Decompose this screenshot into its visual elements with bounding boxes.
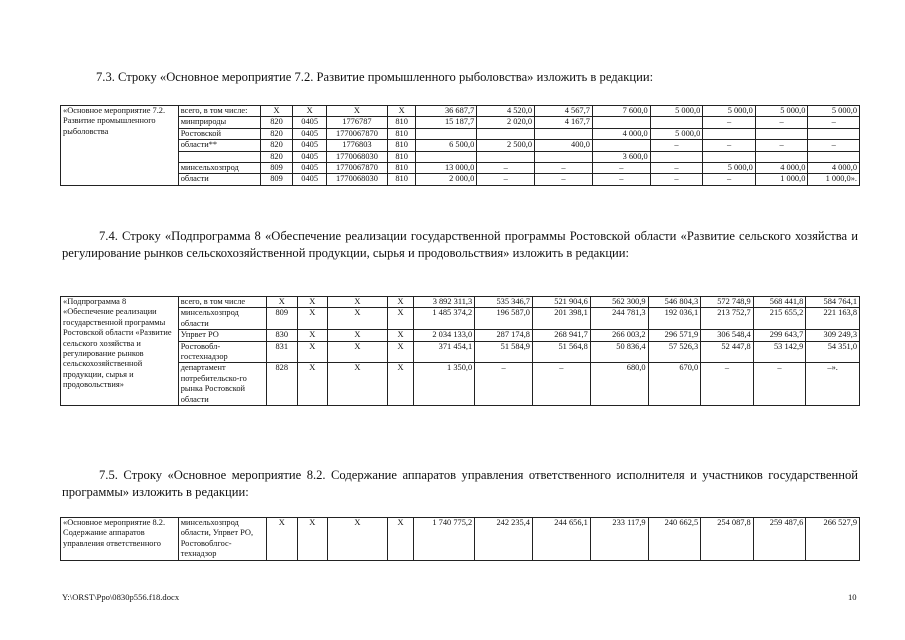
amount-cell-4: 266 003,2 [590, 330, 648, 341]
amount-cell-1 [416, 151, 477, 162]
amount-cell-4: 680,0 [590, 363, 648, 406]
footer-page-number: 10 [848, 592, 857, 602]
amount-cell-2: 2 500,0 [477, 140, 535, 151]
amount-cell-7: 5 000,0 [755, 106, 808, 117]
grbs-cell: 820 [260, 151, 293, 162]
csr-cell: X [328, 308, 388, 330]
grbs-cell: 809 [267, 308, 297, 330]
rzpr-cell: 0405 [293, 140, 327, 151]
amount-cell-2: – [475, 363, 533, 406]
amount-cell-4: – [592, 163, 650, 174]
rzpr-cell: X [297, 297, 327, 308]
csr-cell: 1770068030 [326, 174, 387, 185]
amount-cell-8: 4 000,0 [808, 163, 860, 174]
amount-cell-3: 4 167,7 [535, 117, 593, 128]
table-row [61, 174, 860, 185]
table-row [61, 163, 860, 174]
amount-cell-5: 296 571,9 [648, 330, 701, 341]
amount-cell-3: – [535, 163, 593, 174]
amount-cell-6: – [703, 117, 756, 128]
amount-cell-2: 2 020,0 [477, 117, 535, 128]
amount-cell-2: 4 520,0 [477, 106, 535, 117]
amount-cell-4: 233 117,9 [590, 518, 648, 561]
amount-cell-4 [592, 140, 650, 151]
rzpr-cell: X [297, 518, 327, 561]
executor-cell: минсельхозпрод [178, 163, 260, 174]
rzpr-cell: X [297, 341, 327, 363]
amount-cell-1: 36 687,7 [416, 106, 477, 117]
table-7-5 [60, 517, 860, 561]
amount-cell-3: 400,0 [535, 140, 593, 151]
vr-cell: 810 [387, 128, 415, 139]
vr-cell: 810 [387, 163, 415, 174]
amount-cell-5: 5 000,0 [650, 128, 703, 139]
grbs-cell: 820 [260, 128, 293, 139]
amount-cell-6: – [703, 140, 756, 151]
amount-cell-3 [535, 151, 593, 162]
amount-cell-6: 5 000,0 [703, 106, 756, 117]
amount-cell-5: 5 000,0 [650, 106, 703, 117]
table-row [61, 151, 860, 162]
grbs-cell: X [260, 106, 293, 117]
amount-cell-5 [650, 151, 703, 162]
amount-cell-4: 7 600,0 [592, 106, 650, 117]
amount-cell-1: 1 350,0 [414, 363, 475, 406]
heading-7-5: 7.5. Строку «Основное мероприятие 8.2. Содержание аппаратов управления ответственного исполнителя и участников государственной программы» изложить в редакции: [62, 468, 858, 499]
csr-cell: 1776803 [326, 140, 387, 151]
executor-cell: минсельхозпрод области [178, 308, 266, 330]
amount-cell-7: 1 000,0 [755, 174, 808, 185]
grbs-cell: 820 [260, 140, 293, 151]
amount-cell-1: 1 740 775,2 [414, 518, 475, 561]
amount-cell-3: 244 656,1 [532, 518, 590, 561]
executor-cell: области [178, 174, 260, 185]
amount-cell-2: 51 584,9 [475, 341, 533, 363]
grbs-cell: X [267, 297, 297, 308]
amount-cell-6: 213 752,7 [701, 308, 754, 330]
amount-cell-2: – [477, 163, 535, 174]
amount-cell-5 [650, 117, 703, 128]
amount-cell-3: 51 564,8 [532, 341, 590, 363]
amount-cell-6: 572 748,9 [701, 297, 754, 308]
amount-cell-7: 299 643,7 [753, 330, 806, 341]
csr-cell: X [328, 297, 388, 308]
amount-cell-7: 215 655,2 [753, 308, 806, 330]
rzpr-cell: X [297, 330, 327, 341]
vr-cell: X [387, 106, 415, 117]
executor-cell: департамент потребительско-го рынка Ростовской области [178, 363, 266, 406]
amount-cell-8: 266 527,9 [806, 518, 860, 561]
amount-cell-1: 1 485 374,2 [414, 308, 475, 330]
vr-cell: X [387, 330, 413, 341]
executor-cell: всего, в том числе [178, 297, 266, 308]
rzpr-cell: 0405 [293, 117, 327, 128]
amount-cell-4: 3 600,0 [592, 151, 650, 162]
amount-cell-2: 242 235,4 [475, 518, 533, 561]
vr-cell: 810 [387, 174, 415, 185]
executor-cell: области** [178, 140, 260, 151]
executor-cell: минсельхозпрод области, Упрвет РО, Ростовоблгос-технадзор [178, 518, 266, 561]
amount-cell-4 [592, 117, 650, 128]
amount-cell-5: 240 662,5 [648, 518, 701, 561]
amount-cell-6 [703, 128, 756, 139]
amount-cell-2: 535 346,7 [475, 297, 533, 308]
executor-cell: Ростовобл-гостехнадзор [178, 341, 266, 363]
amount-cell-8: 309 249,3 [806, 330, 860, 341]
table-row [61, 128, 860, 139]
amount-cell-8: 221 163,8 [806, 308, 860, 330]
csr-cell: X [326, 106, 387, 117]
vr-cell: X [387, 297, 413, 308]
amount-cell-1: 2 034 133,0 [414, 330, 475, 341]
csr-cell: X [328, 518, 388, 561]
amount-cell-5: 670,0 [648, 363, 701, 406]
amount-cell-7: – [755, 140, 808, 151]
grbs-cell: 830 [267, 330, 297, 341]
csr-cell: X [328, 330, 388, 341]
footer-file-path: Y:\ORST\Ppo\0830p556.f18.docx [62, 592, 180, 602]
amount-cell-8: 5 000,0 [808, 106, 860, 117]
table-row [61, 117, 860, 128]
amount-cell-8: 1 000,0». [808, 174, 860, 185]
rzpr-cell: X [297, 363, 327, 406]
amount-cell-8: –». [806, 363, 860, 406]
amount-cell-8: 584 764,1 [806, 297, 860, 308]
amount-cell-5: 57 526,3 [648, 341, 701, 363]
vr-cell: 810 [387, 151, 415, 162]
amount-cell-7: 53 142,9 [753, 341, 806, 363]
executor-cell: Упрвет РО [178, 330, 266, 341]
executor-cell [178, 151, 260, 162]
amount-cell-3: 268 941,7 [532, 330, 590, 341]
amount-cell-8: – [808, 117, 860, 128]
amount-cell-1: 2 000,0 [416, 174, 477, 185]
amount-cell-5: – [650, 174, 703, 185]
amount-cell-7: 568 441,8 [753, 297, 806, 308]
amount-cell-4: 50 836,4 [590, 341, 648, 363]
table-row [61, 330, 860, 341]
vr-cell: X [387, 308, 413, 330]
vr-cell: X [387, 341, 413, 363]
measure-name-cell: «Подпрограмма 8 «Обеспечение реализации государственной программы Ростовской области «Развитие сельского хозяйства и регулирование рынков сельскохозяйственной продукции, сырья и продовольствия» [61, 297, 179, 406]
executor-cell: минприроды [178, 117, 260, 128]
amount-cell-6 [703, 151, 756, 162]
amount-cell-4: 4 000,0 [592, 128, 650, 139]
grbs-cell: 820 [260, 117, 293, 128]
amount-cell-6: – [701, 363, 754, 406]
amount-cell-4: – [592, 174, 650, 185]
csr-cell: X [328, 363, 388, 406]
heading-7-3: 7.3. Строку «Основное мероприятие 7.2. Развитие промышленного рыболовства» изложить в редакции: [96, 70, 654, 84]
amount-cell-8: 54 351,0 [806, 341, 860, 363]
amount-cell-1: 13 000,0 [416, 163, 477, 174]
amount-cell-2 [477, 151, 535, 162]
amount-cell-3: – [535, 174, 593, 185]
executor-cell: всего, в том числе: [178, 106, 260, 117]
amount-cell-8: – [808, 140, 860, 151]
amount-cell-3: 521 904,6 [532, 297, 590, 308]
table-row [61, 363, 860, 406]
amount-cell-3: 201 398,1 [532, 308, 590, 330]
amount-cell-7: – [753, 363, 806, 406]
amount-cell-5: – [650, 140, 703, 151]
amount-cell-3: – [532, 363, 590, 406]
amount-cell-2 [477, 128, 535, 139]
amount-cell-1: 15 187,7 [416, 117, 477, 128]
amount-cell-5: 192 036,1 [648, 308, 701, 330]
rzpr-cell: 0405 [293, 163, 327, 174]
amount-cell-5: 546 804,3 [648, 297, 701, 308]
amount-cell-6: 5 000,0 [703, 163, 756, 174]
grbs-cell: 809 [260, 163, 293, 174]
csr-cell: X [328, 341, 388, 363]
table-row [61, 308, 860, 330]
amount-cell-4: 244 781,3 [590, 308, 648, 330]
amount-cell-5: – [650, 163, 703, 174]
amount-cell-3: 4 567,7 [535, 106, 593, 117]
amount-cell-2: 196 587,0 [475, 308, 533, 330]
table-row [61, 518, 860, 561]
vr-cell: X [387, 518, 413, 561]
rzpr-cell: X [293, 106, 327, 117]
amount-cell-2: 287 174,8 [475, 330, 533, 341]
amount-cell-7 [755, 128, 808, 139]
measure-name-cell: «Основное мероприятие 7.2. Развитие промышленного рыболовства [61, 106, 179, 186]
amount-cell-6: – [703, 174, 756, 185]
table-7-3 [60, 105, 860, 186]
measure-name-cell: «Основное мероприятие 8.2. Содержание аппаратов управления ответственного [61, 518, 179, 561]
amount-cell-6: 254 087,8 [701, 518, 754, 561]
table-row [61, 297, 860, 308]
grbs-cell: X [267, 518, 297, 561]
vr-cell: 810 [387, 140, 415, 151]
amount-cell-7 [755, 151, 808, 162]
heading-7-4: 7.4. Строку «Подпрограмма 8 «Обеспечение реализации государственной программы Ростовской области «Развитие сельского хозяйства и регулирование рынков сельскохозяйственной продукции, сырья и продовольствия» изложить в редакции: [62, 229, 858, 260]
rzpr-cell: 0405 [293, 151, 327, 162]
amount-cell-4: 562 300,9 [590, 297, 648, 308]
amount-cell-1 [416, 128, 477, 139]
grbs-cell: 809 [260, 174, 293, 185]
rzpr-cell: X [297, 308, 327, 330]
vr-cell: 810 [387, 117, 415, 128]
csr-cell: 1770068030 [326, 151, 387, 162]
amount-cell-2: – [477, 174, 535, 185]
rzpr-cell: 0405 [293, 174, 327, 185]
amount-cell-3 [535, 128, 593, 139]
amount-cell-1: 371 454,1 [414, 341, 475, 363]
amount-cell-1: 6 500,0 [416, 140, 477, 151]
amount-cell-6: 52 447,8 [701, 341, 754, 363]
table-row [61, 341, 860, 363]
grbs-cell: 831 [267, 341, 297, 363]
table-7-4 [60, 296, 860, 406]
grbs-cell: 828 [267, 363, 297, 406]
csr-cell: 1776787 [326, 117, 387, 128]
amount-cell-7: – [755, 117, 808, 128]
amount-cell-6: 306 548,4 [701, 330, 754, 341]
amount-cell-7: 259 487,6 [753, 518, 806, 561]
vr-cell: X [387, 363, 413, 406]
executor-cell: Ростовской [178, 128, 260, 139]
rzpr-cell: 0405 [293, 128, 327, 139]
amount-cell-7: 4 000,0 [755, 163, 808, 174]
amount-cell-1: 3 892 311,3 [414, 297, 475, 308]
amount-cell-8 [808, 128, 860, 139]
csr-cell: 1770067870 [326, 128, 387, 139]
table-row [61, 140, 860, 151]
amount-cell-8 [808, 151, 860, 162]
table-row [61, 106, 860, 117]
csr-cell: 1770067870 [326, 163, 387, 174]
